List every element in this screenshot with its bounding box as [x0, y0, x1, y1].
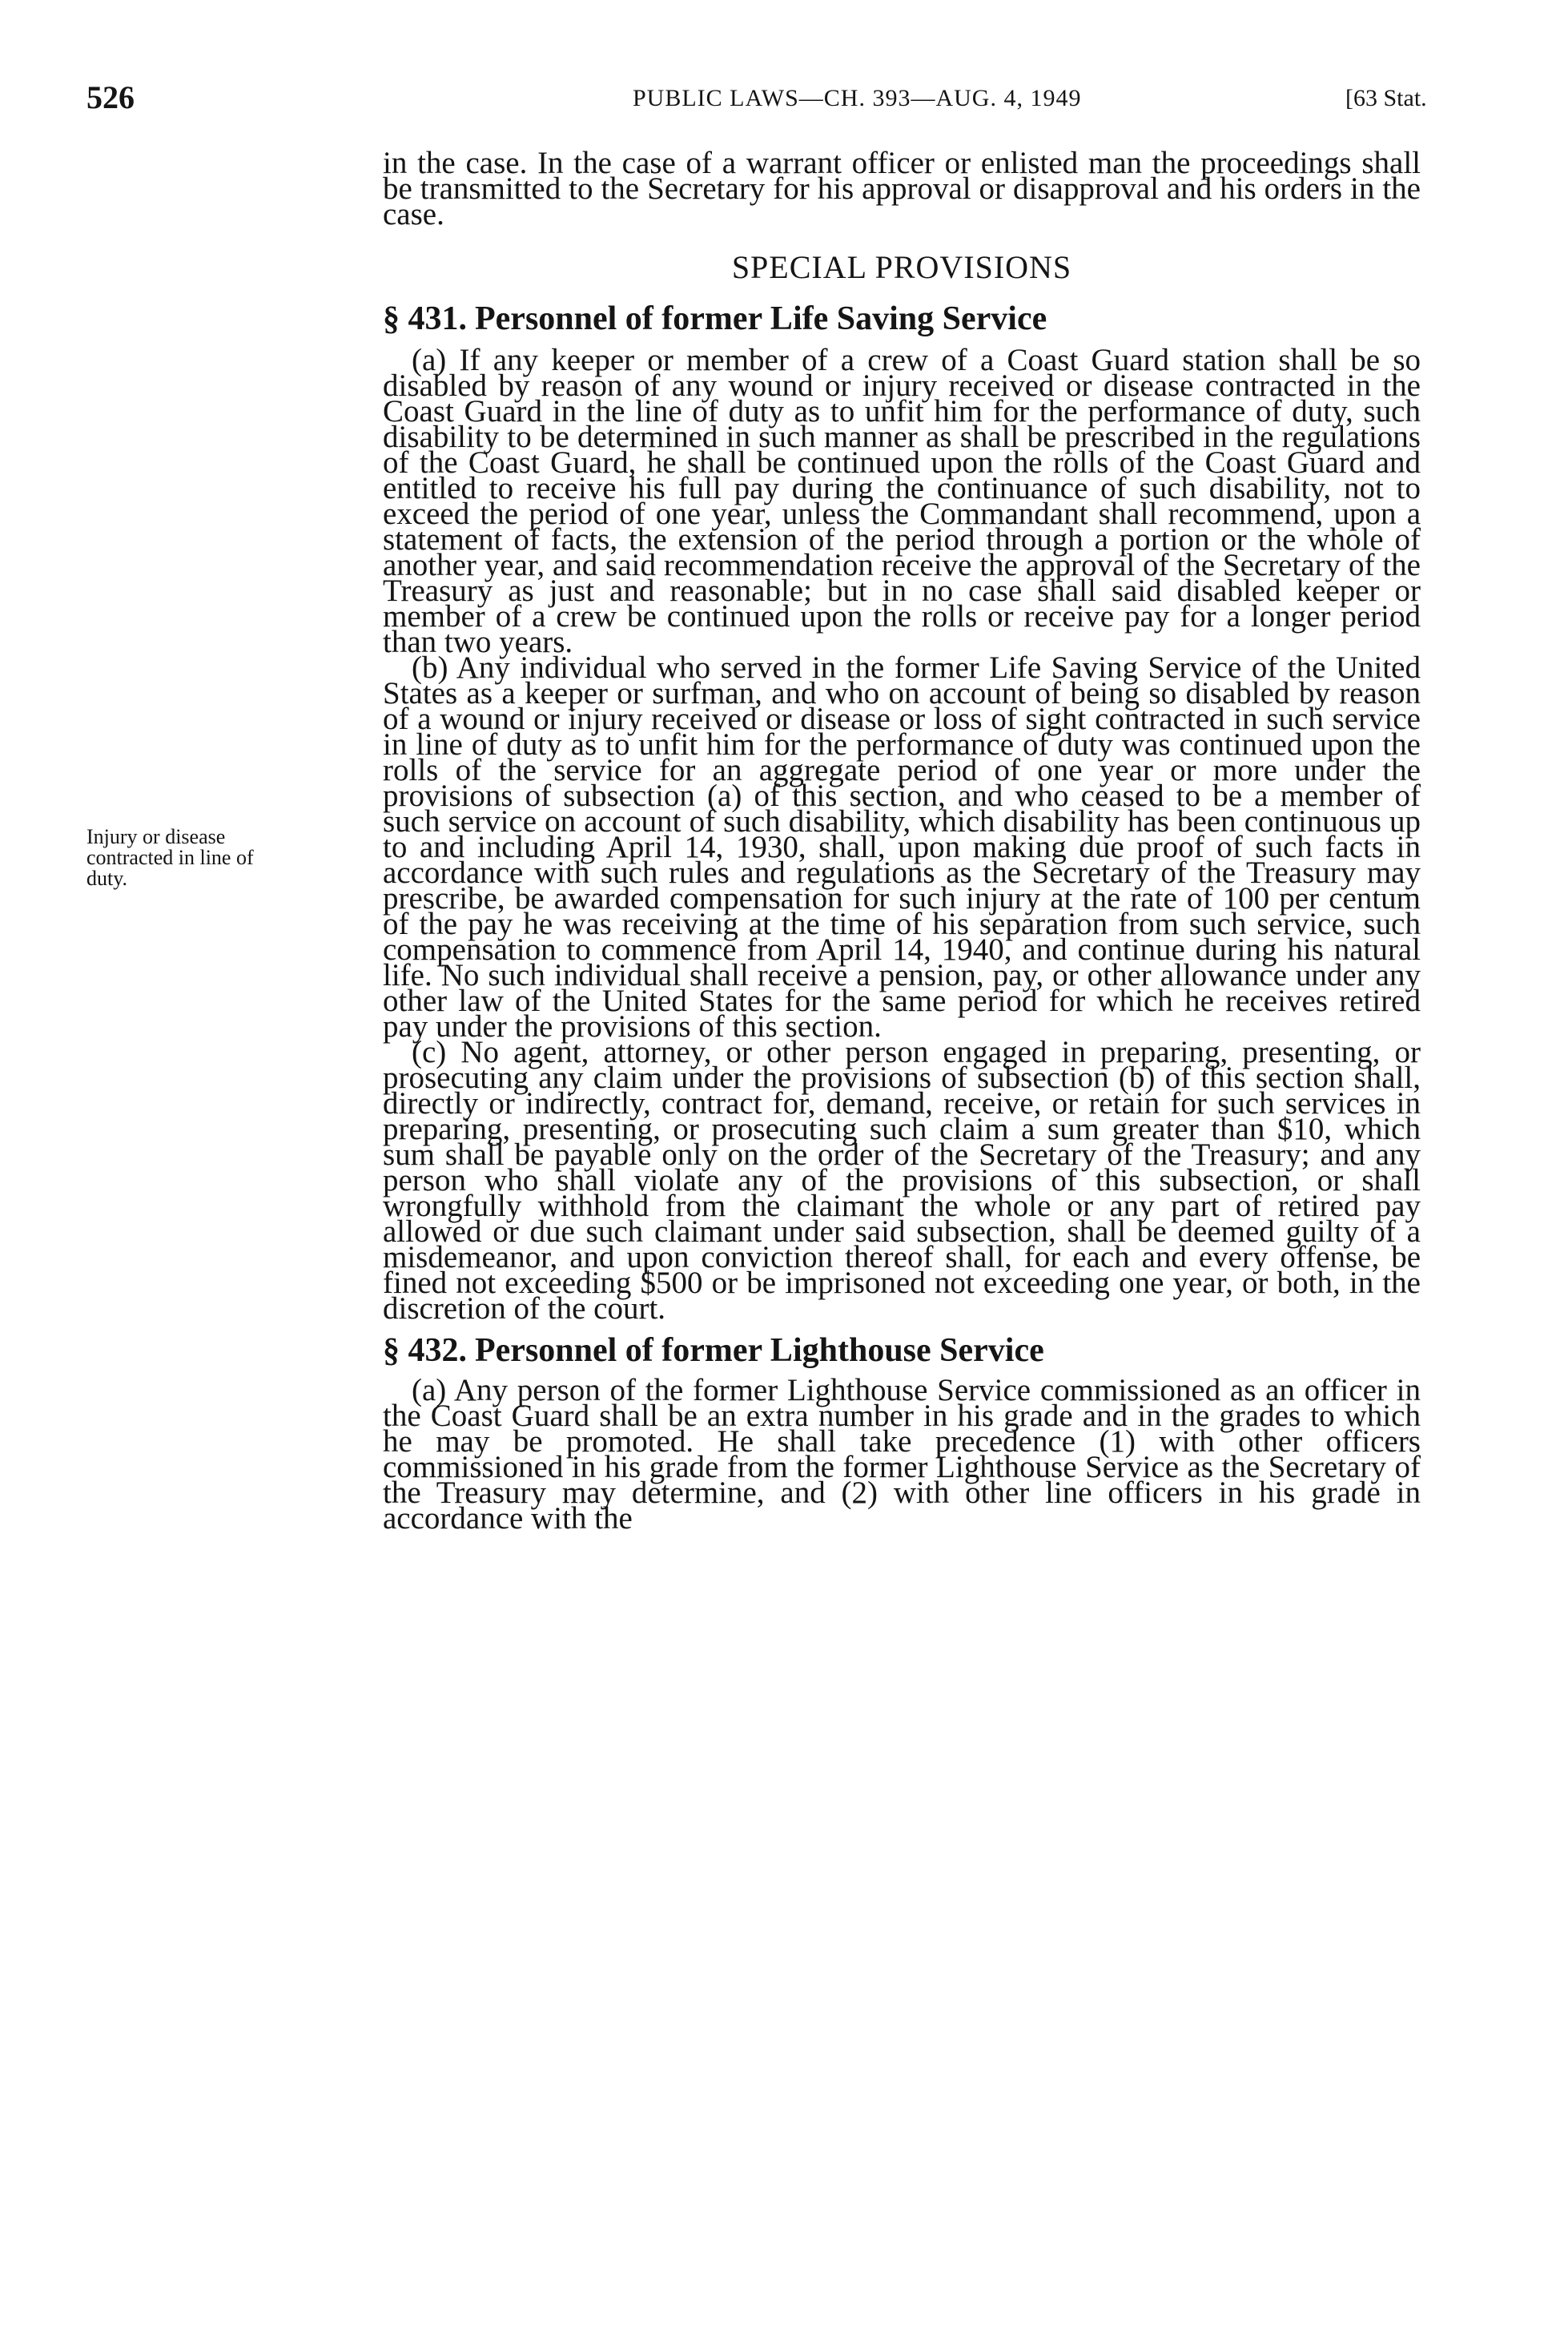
section-431-number: § 431.	[383, 300, 467, 337]
margin-note-line: Injury or disease	[86, 825, 226, 848]
section-432-title	[383, 1332, 1421, 1369]
running-head: PUBLIC LAWS—CH. 393—AUG. 4, 1949	[633, 85, 1082, 111]
section-432-subsection-a: (a) Any person of the former Lighthouse Service commissioned as an officer in the Coast Guard shall be an extra number in his grade and in the grades to which he may be promoted. He shall take precedence (1) with other officers commissioned in his grade from the former Lighthouse Service as the Secretary of the Treasury may determine, and (2) with other line officers in his grade in accordance with the	[383, 1373, 1421, 1536]
section-431-subsection-c: (c) No agent, attorney, or other person engaged in preparing, presenting, or prosecuting any claim under the provisions of subsection (b) of this section shall, directly or indirectly, contract for, demand, receive, or retain for such services in preparing, presenting, or prosecuting such claim a sum greater than $10, which sum shall be payable only on the order of the Secretary of the Treasury; and any person who shall violate any of the provisions of this subsection, or shall wrongfully withhold from the claimant the whole or any part of retired pay allowed or due such claimant under said subsection, shall be deemed guilty of a misdemeanor, and upon conviction thereof shall, for each and every offense, be fined not exceeding $500 or be imprisoned not exceeding one year, or both, in the discretion of the court.	[383, 1035, 1421, 1326]
margin-note-line: contracted in line of	[86, 846, 254, 869]
margin-note-line: duty.	[86, 867, 128, 890]
statute-reference: [63 Stat.	[1345, 85, 1427, 111]
special-provisions-heading: SPECIAL PROVISIONS	[731, 249, 1072, 285]
main-text	[383, 146, 1421, 1536]
section-432-title-text: Personnel of former Lighthouse Service	[475, 1332, 1044, 1369]
section-431-subsection-a: (a) If any keeper or member of a crew of a Coast Guard station shall be so disabled by reason of any wound or injury received or disease contracted in the Coast Guard in the line of duty as to unfit him for the performance of duty, such disability to be determined in such manner as shall be prescribed in the regulations of the Coast Guard, he shall be continued upon the rolls of the Coast Guard and entitled to receive his full pay during the continuance of such disability, not to exceed the period of one year, unless the Commandant shall recommend, upon a statement of facts, the extension of the period through a portion or the whole of another year, and said recommendation receive the approval of the Secretary of the Treasury as just and reasonable; but in no case shall said disabled keeper or member of a crew be continued upon the rolls or receive pay for a longer period than two years.	[383, 343, 1421, 659]
margin-note	[86, 827, 383, 889]
section-432-number: § 432.	[383, 1332, 467, 1369]
section-431-subsection-b: (b) Any individual who served in the former Life Saving Service of the United States as a keeper or surfman, and who on account of being so disabled by reason of a wound or injury received or disease or loss of sight contracted in such service in line of duty as to unfit him for the performance of duty was continued upon the rolls of the service for an aggregate period of one year or more under the provisions of subsection (a) of this section, and who ceased to be a member of such service on account of such disability, which disability has been continuous up to and including April 14, 1930, shall, upon making due proof of such facts in accordance with such rules and regulations as the Secretary of the Treasury may prescribe, be awarded compensation for such injury at the rate of 100 per centum of the pay he was receiving at the time of his separation from such service, such compensation to commence from April 14, 1940, and continue during his natural life. No such individual shall receive a pension, pay, or other allowance under any other law of the United States for the same period for which he receives retired pay under the provisions of this section.	[383, 650, 1421, 1044]
page-header	[0, 79, 1568, 119]
section-431-title	[383, 300, 1421, 337]
continuation-paragraph: in the case. In the case of a warrant officer or enlisted man the proceedings shall be transmitted to the Secretary for his approval or disapproval and his orders in the case.	[383, 146, 1421, 231]
page-number: 526	[86, 79, 135, 115]
section-431-title-text: Personnel of former Life Saving Service	[475, 300, 1047, 337]
